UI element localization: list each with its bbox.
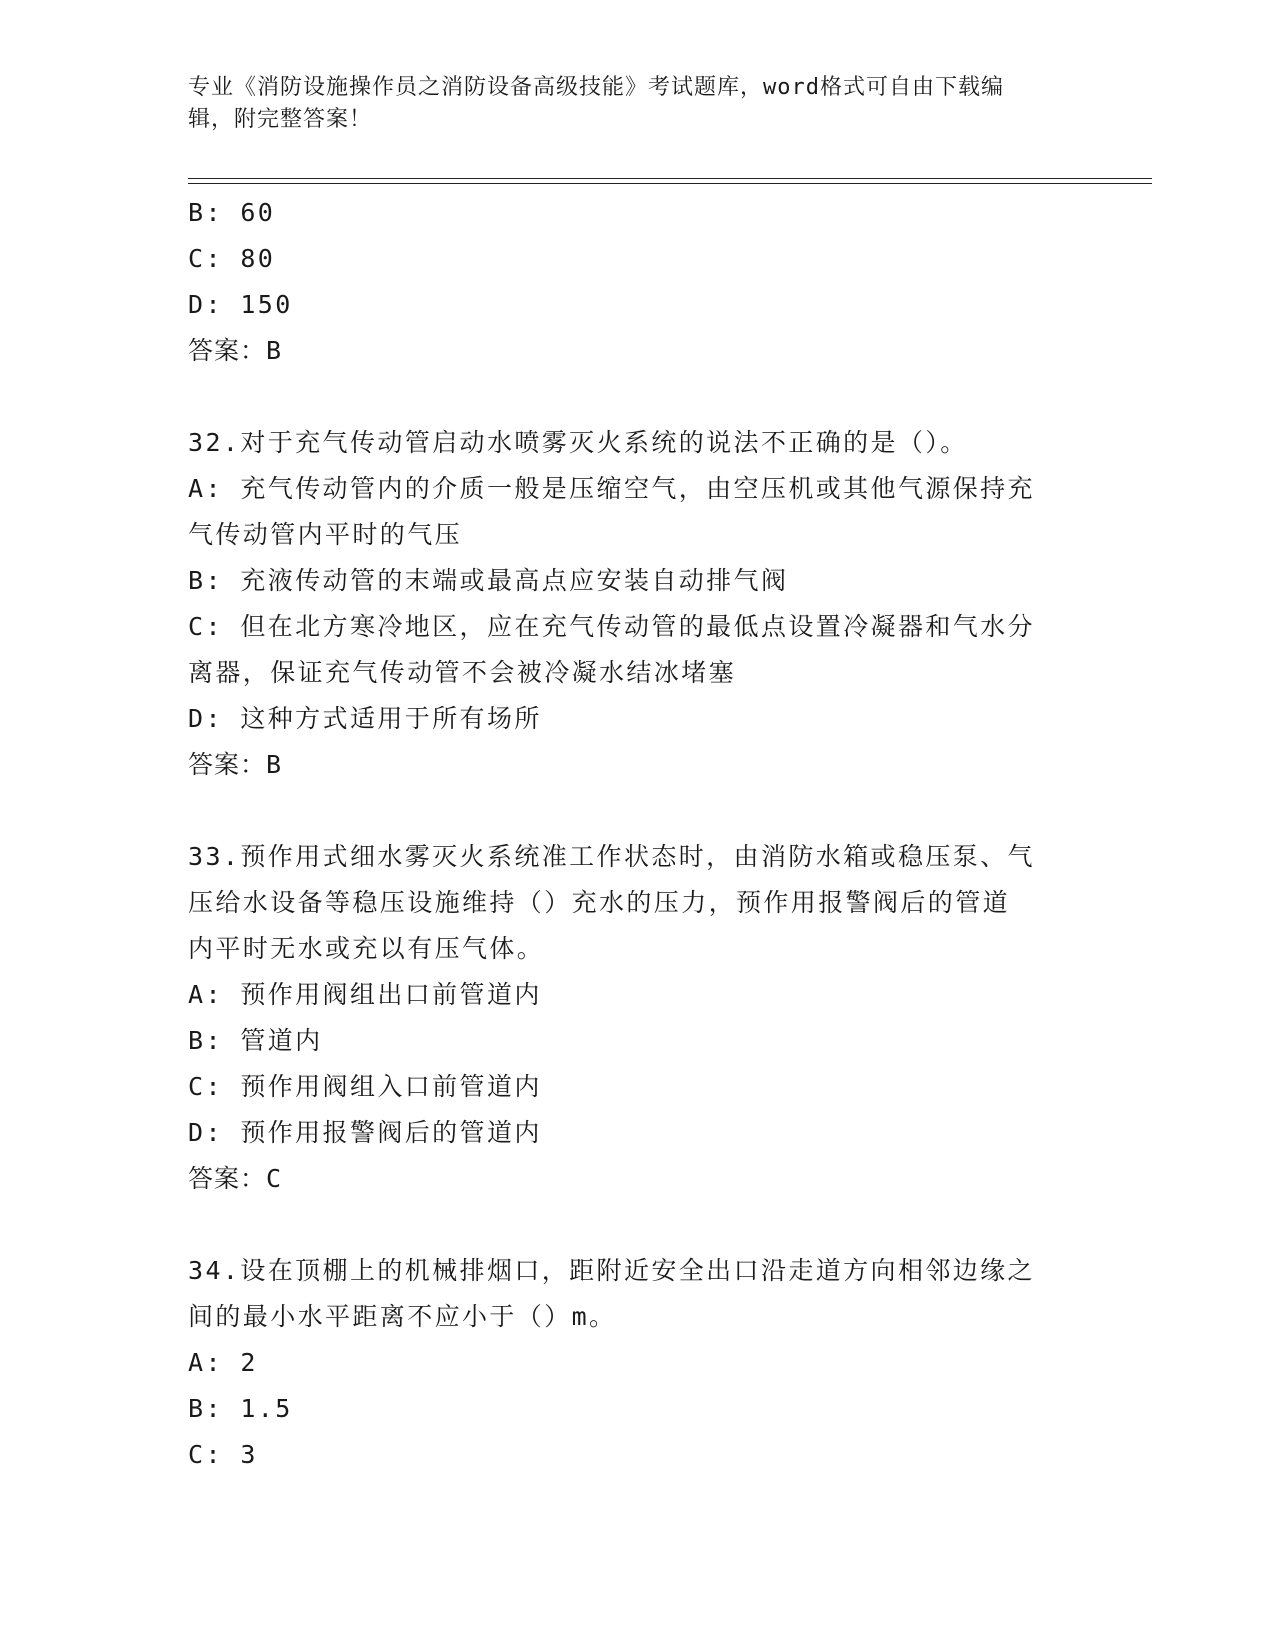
option-c-continued: 离器，保证充气传动管不会被冷凝水结冰堵塞	[188, 658, 737, 687]
option-d: D: 预作用报警阀后的管道内	[188, 1118, 542, 1147]
answer-line: 答案：B	[188, 750, 283, 779]
question-stem-continued: 压给水设备等稳压设施维持（）充水的压力，预作用报警阀后的管道	[188, 888, 1011, 917]
header-line-1: 专业《消防设施操作员之消防设备高级技能》考试题库，word格式可自由下载编	[188, 75, 1004, 100]
question-32	[188, 420, 1068, 788]
answer-line: 答案：B	[188, 336, 283, 365]
option-c: C: 预作用阀组入口前管道内	[188, 1072, 542, 1101]
option-a-continued: 气传动管内平时的气压	[188, 520, 463, 549]
option-d: D: 150	[188, 290, 293, 319]
option-a: A: 充气传动管内的介质一般是压缩空气，由空压机或其他气源保持充	[188, 474, 1035, 503]
option-d: D: 这种方式适用于所有场所	[188, 704, 542, 733]
header-divider-bottom	[188, 183, 1152, 184]
question-34	[188, 1248, 1068, 1478]
spacer	[188, 788, 1068, 834]
option-c: C: 3	[188, 1440, 258, 1469]
option-a: A: 2	[188, 1348, 258, 1377]
option-a: A: 预作用阀组出口前管道内	[188, 980, 542, 1009]
answer-line: 答案：C	[188, 1164, 283, 1193]
question-stem-continued: 间的最小水平距离不应小于（）m。	[188, 1302, 617, 1331]
option-c: C: 但在北方寒冷地区，应在充气传动管的最低点设置冷凝器和气水分	[188, 612, 1035, 641]
question-content	[188, 190, 1068, 1478]
spacer	[188, 374, 1068, 420]
question-33	[188, 834, 1068, 1202]
option-c: C: 80	[188, 244, 276, 273]
question-stem: 34.设在顶棚上的机械排烟口，距附近安全出口沿走道方向相邻边缘之	[188, 1256, 1035, 1285]
question-stem: 32.对于充气传动管启动水喷雾灭火系统的说法不正确的是（）。	[188, 428, 968, 457]
option-b: B: 60	[188, 198, 276, 227]
header-line-2: 辑，附完整答案！	[188, 107, 373, 132]
question-stem: 33.预作用式细水雾灭火系统准工作状态时，由消防水箱或稳压泵、气	[188, 842, 1035, 871]
question-stem-continued: 内平时无水或充以有压气体。	[188, 934, 545, 963]
header-divider-top	[188, 178, 1152, 179]
option-b: B: 充液传动管的末端或最高点应安装自动排气阀	[188, 566, 789, 595]
option-b: B: 管道内	[188, 1026, 323, 1055]
spacer	[188, 1202, 1068, 1248]
document-header	[188, 72, 1068, 136]
question-31-tail	[188, 190, 1068, 374]
option-b: B: 1.5	[188, 1394, 293, 1423]
